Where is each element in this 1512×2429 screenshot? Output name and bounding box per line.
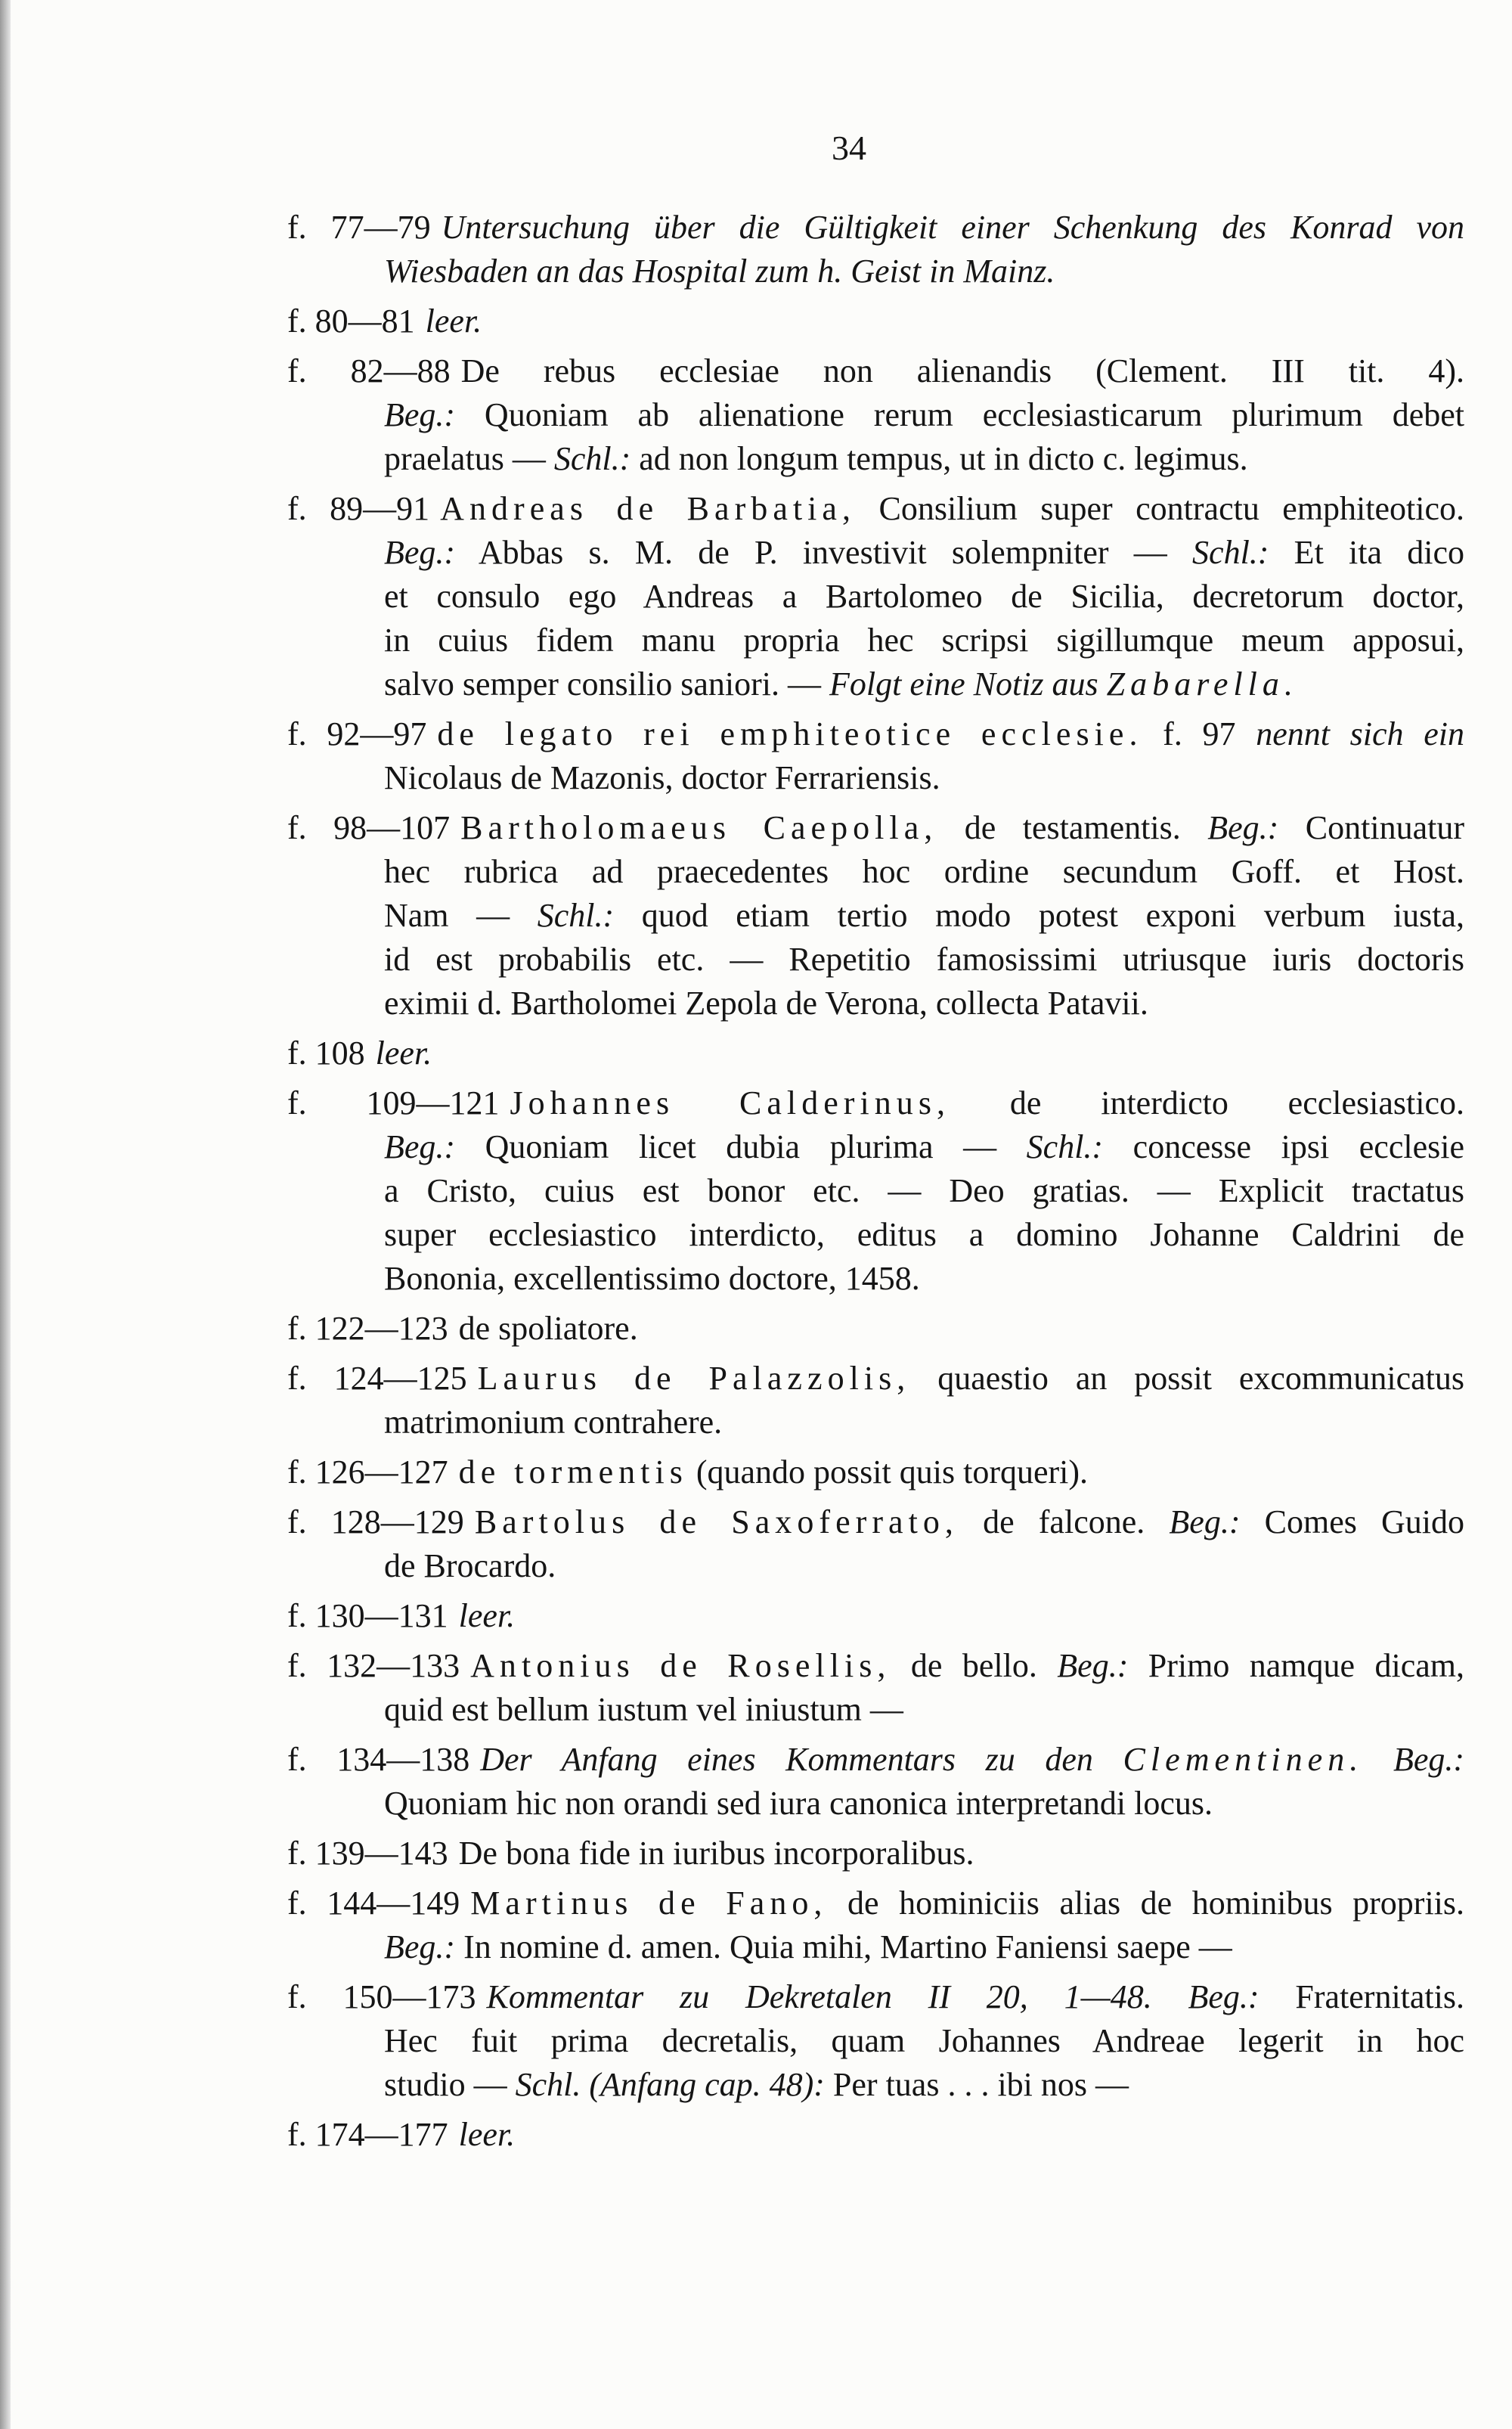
italic-segment: Beg.:	[1207, 809, 1279, 846]
italic-segment: Der Anfang eines Kommentars zu den	[480, 1741, 1123, 1778]
entry-line	[287, 531, 1464, 575]
italic-segment: Zabarella.	[1106, 665, 1299, 703]
italic-segment: leer.	[425, 302, 482, 340]
entry-line	[287, 2063, 1464, 2107]
catalog-entry	[287, 487, 1464, 706]
entry-line	[287, 1307, 1464, 1351]
spaced-name-segment: Bartholomaeus Caepolla,	[460, 809, 938, 846]
folio-range: f. 109—121	[287, 1084, 500, 1121]
entry-line	[287, 206, 1464, 250]
text-segment: Primo namque dicam,	[1128, 1647, 1464, 1684]
italic-segment: Schl.:	[553, 440, 631, 477]
entry-line	[287, 1975, 1464, 2019]
text-segment: f. 97	[1142, 715, 1256, 752]
entry-line	[287, 1782, 1464, 1826]
spaced-name-segment: Martinus de Fano,	[470, 1885, 828, 1922]
entry-line	[287, 1688, 1464, 1732]
text-segment	[1152, 1978, 1188, 2015]
text-segment: Nicolaus de Mazonis, doctor Ferrariensis.	[384, 759, 940, 796]
text-segment: Per tuas . . . ibi nos —	[824, 2066, 1129, 2103]
catalog-entry	[287, 1975, 1464, 2107]
spaced-name-segment: Johannes Calderinus,	[510, 1084, 951, 1121]
entry-line	[287, 894, 1464, 938]
entry-line	[287, 1450, 1464, 1494]
catalog-entry	[287, 1031, 1464, 1075]
italic-segment: Schl.:	[1192, 534, 1269, 571]
folio-range: f. 82—88	[287, 352, 451, 389]
entry-line	[287, 850, 1464, 894]
catalog-entry	[287, 1500, 1464, 1588]
text-segment: Consilium super contractu emphiteotico.	[856, 490, 1464, 527]
text-segment: studio —	[384, 2066, 516, 2103]
folio-range: f. 126—127	[287, 1453, 448, 1491]
entry-line	[287, 1881, 1464, 1925]
text-segment: de interdicto ecclesiastico.	[950, 1084, 1464, 1121]
entry-line	[287, 487, 1464, 531]
folio-range: f. 144—149	[287, 1885, 460, 1922]
text-segment: De rebus ecclesiae non alienandis (Clement. III tit. 4).	[460, 352, 1464, 389]
text-segment: Bononia, excellentissimo doctore, 1458.	[384, 1260, 920, 1297]
catalog-entry	[287, 1881, 1464, 1969]
italic-segment: Beg.:	[1169, 1503, 1241, 1540]
text-segment: Comes Guido	[1240, 1503, 1464, 1540]
italic-segment: Schl.:	[1026, 1128, 1104, 1165]
text-segment: De bona fide in iuribus incorporalibus.	[458, 1835, 974, 1872]
text-segment: de falcone.	[958, 1503, 1170, 1540]
entry-line	[287, 575, 1464, 619]
entry-line	[287, 806, 1464, 850]
text-segment: de spoliatore.	[458, 1310, 638, 1347]
text-segment: a Cristo, cuius est bonor etc. — Deo gratias. — Explicit tractatus	[384, 1172, 1464, 1209]
italic-segment: Beg.:	[384, 396, 456, 433]
text-segment: Et ita dico	[1269, 534, 1464, 571]
spaced-name-segment: de legato rei emphiteotice ecclesie.	[437, 715, 1143, 752]
text-segment: de Brocardo.	[384, 1547, 556, 1584]
folio-range: f. 77—79	[287, 209, 431, 246]
catalog-entry	[287, 2113, 1464, 2157]
page-number: 34	[832, 129, 866, 167]
entry-line	[287, 619, 1464, 662]
entry-line	[287, 349, 1464, 393]
italic-segment: leer.	[375, 1035, 432, 1072]
entry-line	[287, 1594, 1464, 1638]
text-segment: matrimonium contrahere.	[384, 1404, 723, 1441]
catalog-entry	[287, 1450, 1464, 1494]
text-segment: Quoniam ab alienatione rerum ecclesiasticarum plurimum debet	[455, 396, 1464, 433]
entry-line	[287, 938, 1464, 982]
folio-range: f. 108	[287, 1035, 365, 1072]
catalog-entry	[287, 1357, 1464, 1444]
text-segment: Nam —	[384, 897, 538, 934]
text-segment: quid est bellum iustum vel iniustum —	[384, 1691, 903, 1728]
italic-segment: Folgt eine Notiz aus	[829, 665, 1107, 703]
folio-range: f. 98—107	[287, 809, 451, 846]
folio-range: f. 128—129	[287, 1503, 464, 1540]
folio-range: f. 139—143	[287, 1835, 448, 1872]
scan-edge	[0, 0, 11, 2429]
text-segment: de testamentis.	[937, 809, 1208, 846]
italic-segment: nennt sich ein	[1256, 715, 1465, 752]
entry-line	[287, 393, 1464, 437]
italic-segment: leer.	[458, 1597, 516, 1634]
italic-segment: Schl.:	[537, 897, 615, 934]
catalog-entry	[287, 1594, 1464, 1638]
entry-line	[287, 437, 1464, 481]
spaced-name-segment: Antonius de Rosellis,	[470, 1647, 891, 1684]
catalog-entry	[287, 299, 1464, 343]
text-segment: de hominiciis alias de hominibus propriis.	[827, 1885, 1465, 1922]
folio-range: f. 174—177	[287, 2116, 448, 2153]
catalog-entry	[287, 1644, 1464, 1732]
folio-range: f. 89—91	[287, 490, 430, 527]
entry-line	[287, 299, 1464, 343]
catalog-entry	[287, 1081, 1464, 1301]
text-segment: ad non longum tempus, ut in dicto c. legimus.	[631, 440, 1248, 477]
folio-range: f. 132—133	[287, 1647, 460, 1684]
folio-range: f. 80—81	[287, 302, 415, 340]
entry-line	[287, 2019, 1464, 2063]
folio-range: f. 130—131	[287, 1597, 448, 1634]
text-segment: id est probabilis etc. — Repetitio famosissimi utriusque iuris doctoris	[384, 941, 1464, 978]
folio-range: f. 150—173	[287, 1978, 476, 2015]
entry-line	[287, 250, 1464, 293]
italic-segment: Beg.:	[384, 1928, 456, 1965]
text-segment: Quoniam hic non orandi sed iura canonica interpretandi locus.	[384, 1785, 1213, 1822]
entry-line	[287, 1832, 1464, 1875]
italic-segment: Beg.:	[1057, 1647, 1129, 1684]
catalog-entry	[287, 1832, 1464, 1875]
text-segment: Abbas s. M. de P. investivit solempniter —	[455, 534, 1193, 571]
entry-line	[287, 1544, 1464, 1588]
entry-line	[287, 1500, 1464, 1544]
italic-segment: Untersuchung über die Gültigkeit einer Schenkung des Konrad von	[441, 209, 1464, 246]
italic-segment: leer.	[458, 2116, 516, 2153]
entry-line	[287, 1644, 1464, 1688]
italic-segment: Kommentar zu Dekretalen II 20, 1—48.	[486, 1978, 1152, 2015]
italic-segment: Beg.:	[384, 534, 456, 571]
entry-line	[287, 1213, 1464, 1257]
entry-line	[287, 1169, 1464, 1213]
text-segment: quaestio an possit excommunicatus	[910, 1360, 1465, 1397]
text-segment	[1363, 1741, 1393, 1778]
text-segment: salvo semper consilio saniori. —	[384, 665, 830, 703]
spaced-name-segment: Andreas de Barbatia,	[440, 490, 857, 527]
text-segment: praelatus —	[384, 440, 554, 477]
text-segment: eximii d. Bartholomei Zepola de Verona, collecta Patavii.	[384, 985, 1148, 1022]
entry-line	[287, 1081, 1464, 1125]
spaced-name-segment: Laurus de Palazzolis,	[477, 1360, 911, 1397]
text-segment: quod etiam tertio modo potest exponi verbum iusta,	[614, 897, 1465, 934]
folio-range: f. 92—97	[287, 715, 427, 752]
catalog-entry	[287, 806, 1464, 1025]
catalog-entry	[287, 206, 1464, 293]
text-segment: Continuatur	[1278, 809, 1464, 846]
italic-segment: Beg.:	[384, 1128, 456, 1165]
catalog-entry	[287, 1738, 1464, 1826]
text-segment: in cuius fidem manu propria hec scripsi sigillumque meum apposui,	[384, 622, 1464, 659]
text-segment: super ecclesiastico interdicto, editus a domino Johanne Caldrini de	[384, 1216, 1464, 1253]
entry-line	[287, 1738, 1464, 1782]
italic-segment: Beg.:	[1393, 1741, 1464, 1778]
text-segment: (quando possit quis torqueri).	[687, 1453, 1089, 1491]
italic-segment: Clementinen.	[1123, 1741, 1364, 1778]
catalog-entry	[287, 1307, 1464, 1351]
entry-line	[287, 756, 1464, 800]
entry-line	[287, 1257, 1464, 1301]
italic-segment: Wiesbaden an das Hospital zum h. Geist in Mainz.	[384, 253, 1055, 290]
entry-line	[287, 2113, 1464, 2157]
entry-line	[287, 1125, 1464, 1169]
folio-range: f. 122—123	[287, 1310, 448, 1347]
catalog-entry	[287, 712, 1464, 800]
catalog-entries	[287, 206, 1464, 2163]
text-segment: hec rubrica ad praecedentes hoc ordine secundum Goff. et Host.	[384, 853, 1464, 890]
entry-line	[287, 712, 1464, 756]
italic-segment: Schl. (Anfang cap. 48):	[515, 2066, 825, 2103]
text-segment: In nomine d. amen. Quia mihi, Martino Faniensi saepe —	[455, 1928, 1232, 1965]
italic-segment: Beg.:	[1188, 1978, 1259, 2015]
spaced-name-segment: Bartolus de Saxoferrato,	[474, 1503, 959, 1540]
folio-range: f. 134—138	[287, 1741, 470, 1778]
entry-line	[287, 662, 1464, 706]
entry-line	[287, 1401, 1464, 1444]
text-segment: Quoniam licet dubia plurima —	[455, 1128, 1027, 1165]
entry-line	[287, 1925, 1464, 1969]
entry-line	[287, 1031, 1464, 1075]
folio-range: f. 124—125	[287, 1360, 467, 1397]
catalog-entry	[287, 349, 1464, 481]
text-segment: concesse ipsi ecclesie	[1103, 1128, 1464, 1165]
spaced-name-segment: de tormentis	[458, 1453, 688, 1491]
entry-line	[287, 982, 1464, 1025]
text-segment: Fraternitatis.	[1259, 1978, 1464, 2015]
entry-line	[287, 1357, 1464, 1401]
text-segment: et consulo ego Andreas a Bartolomeo de Sicilia, decretorum doctor,	[384, 578, 1464, 615]
text-segment: de bello.	[891, 1647, 1058, 1684]
text-segment: Hec fuit prima decretalis, quam Johannes Andreae legerit in hoc	[384, 2022, 1464, 2059]
